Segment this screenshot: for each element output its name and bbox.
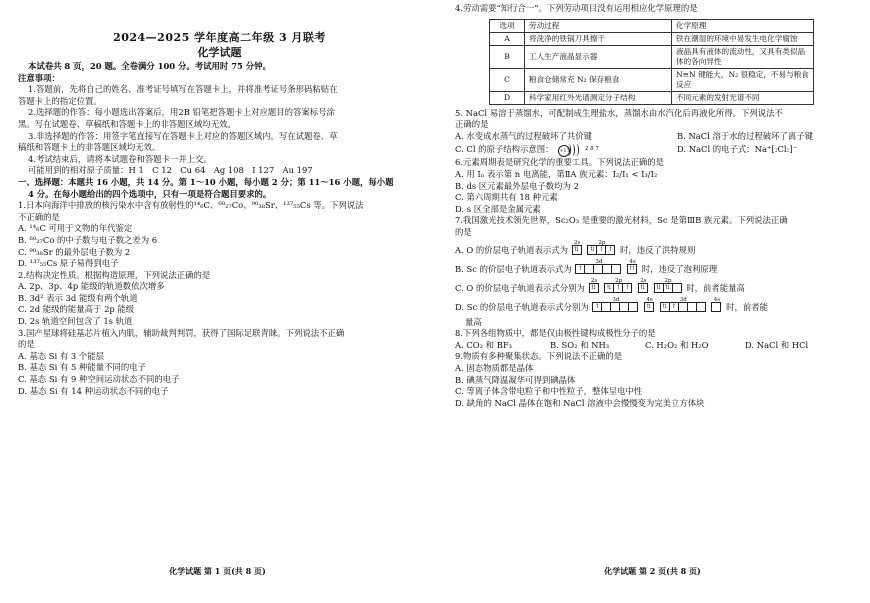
option: A. 水变成水蒸气的过程破坏了共价键 xyxy=(455,130,592,141)
orbital-diagram: 4s ⇈ xyxy=(628,260,637,279)
option: B. 碘蒸气降温凝华可得到碘晶体 xyxy=(455,374,576,385)
question-stem: 5. NaCl 易溶于蒸馏水，可配制成生理盐水，蒸馏水由水汽化后再液化所得。下列说法不 xyxy=(455,107,783,118)
option: C. H₂O₂ 和 H₂O xyxy=(645,339,709,350)
atom-structure-diagram xyxy=(556,144,582,156)
table-cell: 工人生产液晶显示器 xyxy=(525,45,672,68)
option: D. Sc 的价层电子轨道表示式分别为 xyxy=(455,301,589,312)
table-row xyxy=(490,45,814,68)
option: C. Cl 的原子结构示意图： xyxy=(455,144,554,155)
table-cell: D xyxy=(490,91,525,104)
option: C. 2d 能级的能量高于 2p 能级 xyxy=(18,304,135,315)
orbital-diagram: 4s ⇅ xyxy=(645,298,654,317)
table-cell: B xyxy=(490,45,525,68)
question-stem: 6.元素周期表是研究化学的重要工具。下列说法正确的是 xyxy=(455,157,664,168)
option: C. 基态 Si 有 9 种空间运动状态不同的电子 xyxy=(18,374,180,385)
option-row xyxy=(455,131,854,143)
atomic-masses: 可能用到的相对原子质量：H 1 C 12 Cu 64 Ag 108 I 127 Au 197 xyxy=(28,165,313,176)
exam-title: 2024—2025 学年度高二年级 3 月联考 xyxy=(113,31,326,44)
notice-line: 黑。写在试题卷、草稿纸和答题卡上的非答题区域均无效。 xyxy=(18,118,236,129)
option-row xyxy=(455,142,854,157)
option-row xyxy=(455,279,854,298)
orbital-diagram: 2s ⇅ xyxy=(590,279,599,298)
option: B. Sc 的价层电子轨道表示式为 xyxy=(455,263,572,274)
page-right xyxy=(435,0,870,603)
table-row xyxy=(490,32,814,45)
option-tail: 时，违反了泡利原理 xyxy=(641,263,718,274)
table-cell: 不同元素的发射光谱不同 xyxy=(672,91,814,104)
option: D. s 区全部是金属元素 xyxy=(455,203,541,214)
option: B. 基态 Si 有 5 种能量不同的电子 xyxy=(18,362,146,373)
section-heading: 一、选择题：本题共 16 小题，共 14 分。第 1～10 小题，每小题 2 分；第 11～16 小题，每小题 xyxy=(18,176,394,187)
option: A. O 的价层电子轨道表示式为 xyxy=(455,244,569,255)
orbital-diagram: 2p ⇅ ⇅ xyxy=(655,279,682,298)
notice-line: 稿纸和答题卡上的非答题区域均无效。 xyxy=(18,142,161,153)
option: B. NaCl 溶于水的过程破坏了离子键 xyxy=(677,130,814,141)
option-tail: 量高 xyxy=(465,316,482,327)
question-stem: 的是 xyxy=(455,226,472,237)
page-footer: 化学试题 第 1 页(共 8 页) xyxy=(169,566,266,576)
orbital-diagram: 2s ⇅ xyxy=(573,241,582,260)
question-stem: 4.劳动需要“知行合一”。下列劳动项目没有运用相应化学原理的是 xyxy=(455,3,698,13)
option: B. 3d² 表示 3d 能级有两个轨道 xyxy=(18,292,138,303)
option: C. 第六周期共有 18 种元素 xyxy=(455,192,558,203)
option-tail: 时，前者能 xyxy=(726,301,768,312)
question-stem: 不正确的是 xyxy=(18,211,60,222)
question-stem: 1.日本向海洋中排放的核污染水中含有放射性的¹⁴₆C、⁶⁰₂₇Co、⁹⁰₃₈Sr、¹³⁷₅₅Cs 等。下列说法 xyxy=(18,200,364,211)
option: D. 缺角的 NaCl 晶体在饱和 NaCl 溶液中会慢慢变为完美立方体块 xyxy=(455,397,705,408)
orbital-diagram: 3d ↑ xyxy=(576,260,621,279)
orbital-diagram: 3d ⇅ ↑ xyxy=(661,298,706,317)
option: D. 2s 轨道空间包含了 1s 轨道 xyxy=(18,316,133,327)
page-footer: 化学试题 第 2 页(共 8 页) xyxy=(604,566,701,576)
table-row xyxy=(490,68,814,91)
table-header: 选项 xyxy=(490,19,525,32)
option: A. 2p、3p、4p 能级的轨道数依次增多 xyxy=(18,281,165,292)
table-row xyxy=(490,91,814,104)
option: B. ds 区元素最外层电子数均为 2 xyxy=(455,180,579,191)
table-cell: 粮食仓储常充 N₂ 保存粮食 xyxy=(525,68,672,91)
option-row xyxy=(455,298,854,317)
option: A. CO₂ 和 BF₃ xyxy=(455,339,513,350)
notice-line: 2.选择题的作答：每小题选出答案后，用2B 铅笔把答题卡上对应题目的答案标号涂 xyxy=(28,107,335,118)
notice-line: 答题卡上的指定位置。 xyxy=(18,95,102,106)
table-cell: C xyxy=(490,68,525,91)
section-heading: 4 分。在每小题给出的四个选项中，只有一项是符合题目要求的。 xyxy=(28,188,272,199)
table-cell: A xyxy=(490,32,525,45)
notice-line: 1.答题前，先将自己的姓名、准考证号填写在答题卡上，并将准考证号条形码粘贴在 xyxy=(28,84,338,95)
table-cell: 科学家用红外光谱测定分子结构 xyxy=(525,91,672,104)
option: C. 等离子体含带电粒子和中性粒子，整体呈电中性 xyxy=(455,386,643,397)
option: A. ¹⁴₆C 可用于文物的年代鉴定 xyxy=(18,223,133,234)
orbital-diagram: 2s ⇅ xyxy=(639,279,648,298)
question-stem: 的是 xyxy=(18,339,35,350)
exam-info: 本试卷共 8 页，20 题。全卷满分 100 分。考试用时 75 分钟。 xyxy=(28,61,271,71)
option: B. ⁶⁰₂₇Co 的中子数与电子数之差为 6 xyxy=(18,234,158,245)
option: B. SO₂ 和 NH₃ xyxy=(550,339,610,350)
orbital-diagram: 4s xyxy=(712,298,721,317)
option: C. ⁹⁰₃₈Sr 的最外层电子数为 2 xyxy=(18,246,131,257)
notice-line: 3.非选择题的作答：用签字笔直接写在答题卡上对应的答题区域内。写在试题卷、草 xyxy=(28,130,338,141)
table-header: 化学原理 xyxy=(672,19,814,32)
table-cell: N≡N 键能大，N₂ 很稳定，不易与粮食反应 xyxy=(672,68,814,91)
table-cell: 铁在潮湿的环境中易发生电化学腐蚀 xyxy=(672,32,814,45)
orbital-diagram: 2p ⇅ ↑ ↑ xyxy=(605,279,632,298)
nucleus: +17 xyxy=(558,145,570,157)
option-row xyxy=(455,340,854,352)
question-stem: 正确的是 xyxy=(455,119,489,130)
exam-subtitle: 化学试题 xyxy=(197,46,242,59)
option: D. ¹³⁷₅₅Cs 原子易得到电子 xyxy=(18,258,119,269)
option: A. 固态物质都是晶体 xyxy=(455,362,534,373)
orbital-diagram: 3d ↑ xyxy=(593,298,638,317)
option: A. 用 Iₙ 表示第 n 电离能，第ⅡA 族元素：I₂/I₁ < I₃/I₂ xyxy=(455,168,658,179)
notice-heading: 注意事项： xyxy=(18,72,60,83)
table-cell: 将洗净的铁锅刀具擦干 xyxy=(525,32,672,45)
q4-table xyxy=(489,19,814,105)
option: D. NaCl 和 HCl xyxy=(745,339,809,350)
notice-line: 4.考试结束后，请将本试题卷和答题卡一并上交。 xyxy=(28,153,212,164)
question-stem: 3.国产星球将硅基芯片植入内肌，辅助裁判判罚，获得了国际足联青睐。下列说法不正确 xyxy=(18,327,345,338)
option-tail: 时，违反了洪特规则 xyxy=(620,244,696,255)
question-stem: 8.下列各组物质中，都是仅由极性键构成极性分子的是 xyxy=(455,328,656,339)
option: A. 基态 Si 有 3 个能层 xyxy=(18,350,105,361)
table-header-row xyxy=(490,19,814,32)
shell-arc xyxy=(574,144,579,156)
option: D. 基态 Si 有 14 种运动状态不同的电子 xyxy=(18,385,169,396)
table-cell: 液晶具有液体的流动性，又具有类似晶体的各向异性 xyxy=(672,45,814,68)
question-stem: 7.我国激光技术领先世界，Sc₂O₃ 是重要的激光材料，Sc 是第ⅢB 族元素。下列说法正确 xyxy=(455,215,788,226)
orbital-diagram: 2p ⇅ ↑ ↑ xyxy=(588,241,615,260)
option: D. NaCl 的电子式：Na⁺[:Cl:]⁻ xyxy=(677,144,798,155)
question-stem: 2.结构决定性质。根据构造原理，下列说法正确的是 xyxy=(18,269,211,280)
option: C. O 的价层电子轨道表示式分别为 xyxy=(455,282,585,293)
table-header: 劳动过程 xyxy=(525,19,672,32)
option-tail: 时，前者能量高 xyxy=(686,282,745,293)
question-stem: 9.物质有多种聚集状态。下列说法不正确的是 xyxy=(455,351,623,362)
option-row xyxy=(455,241,854,260)
shell-electrons: 2 8 7 xyxy=(584,146,599,153)
